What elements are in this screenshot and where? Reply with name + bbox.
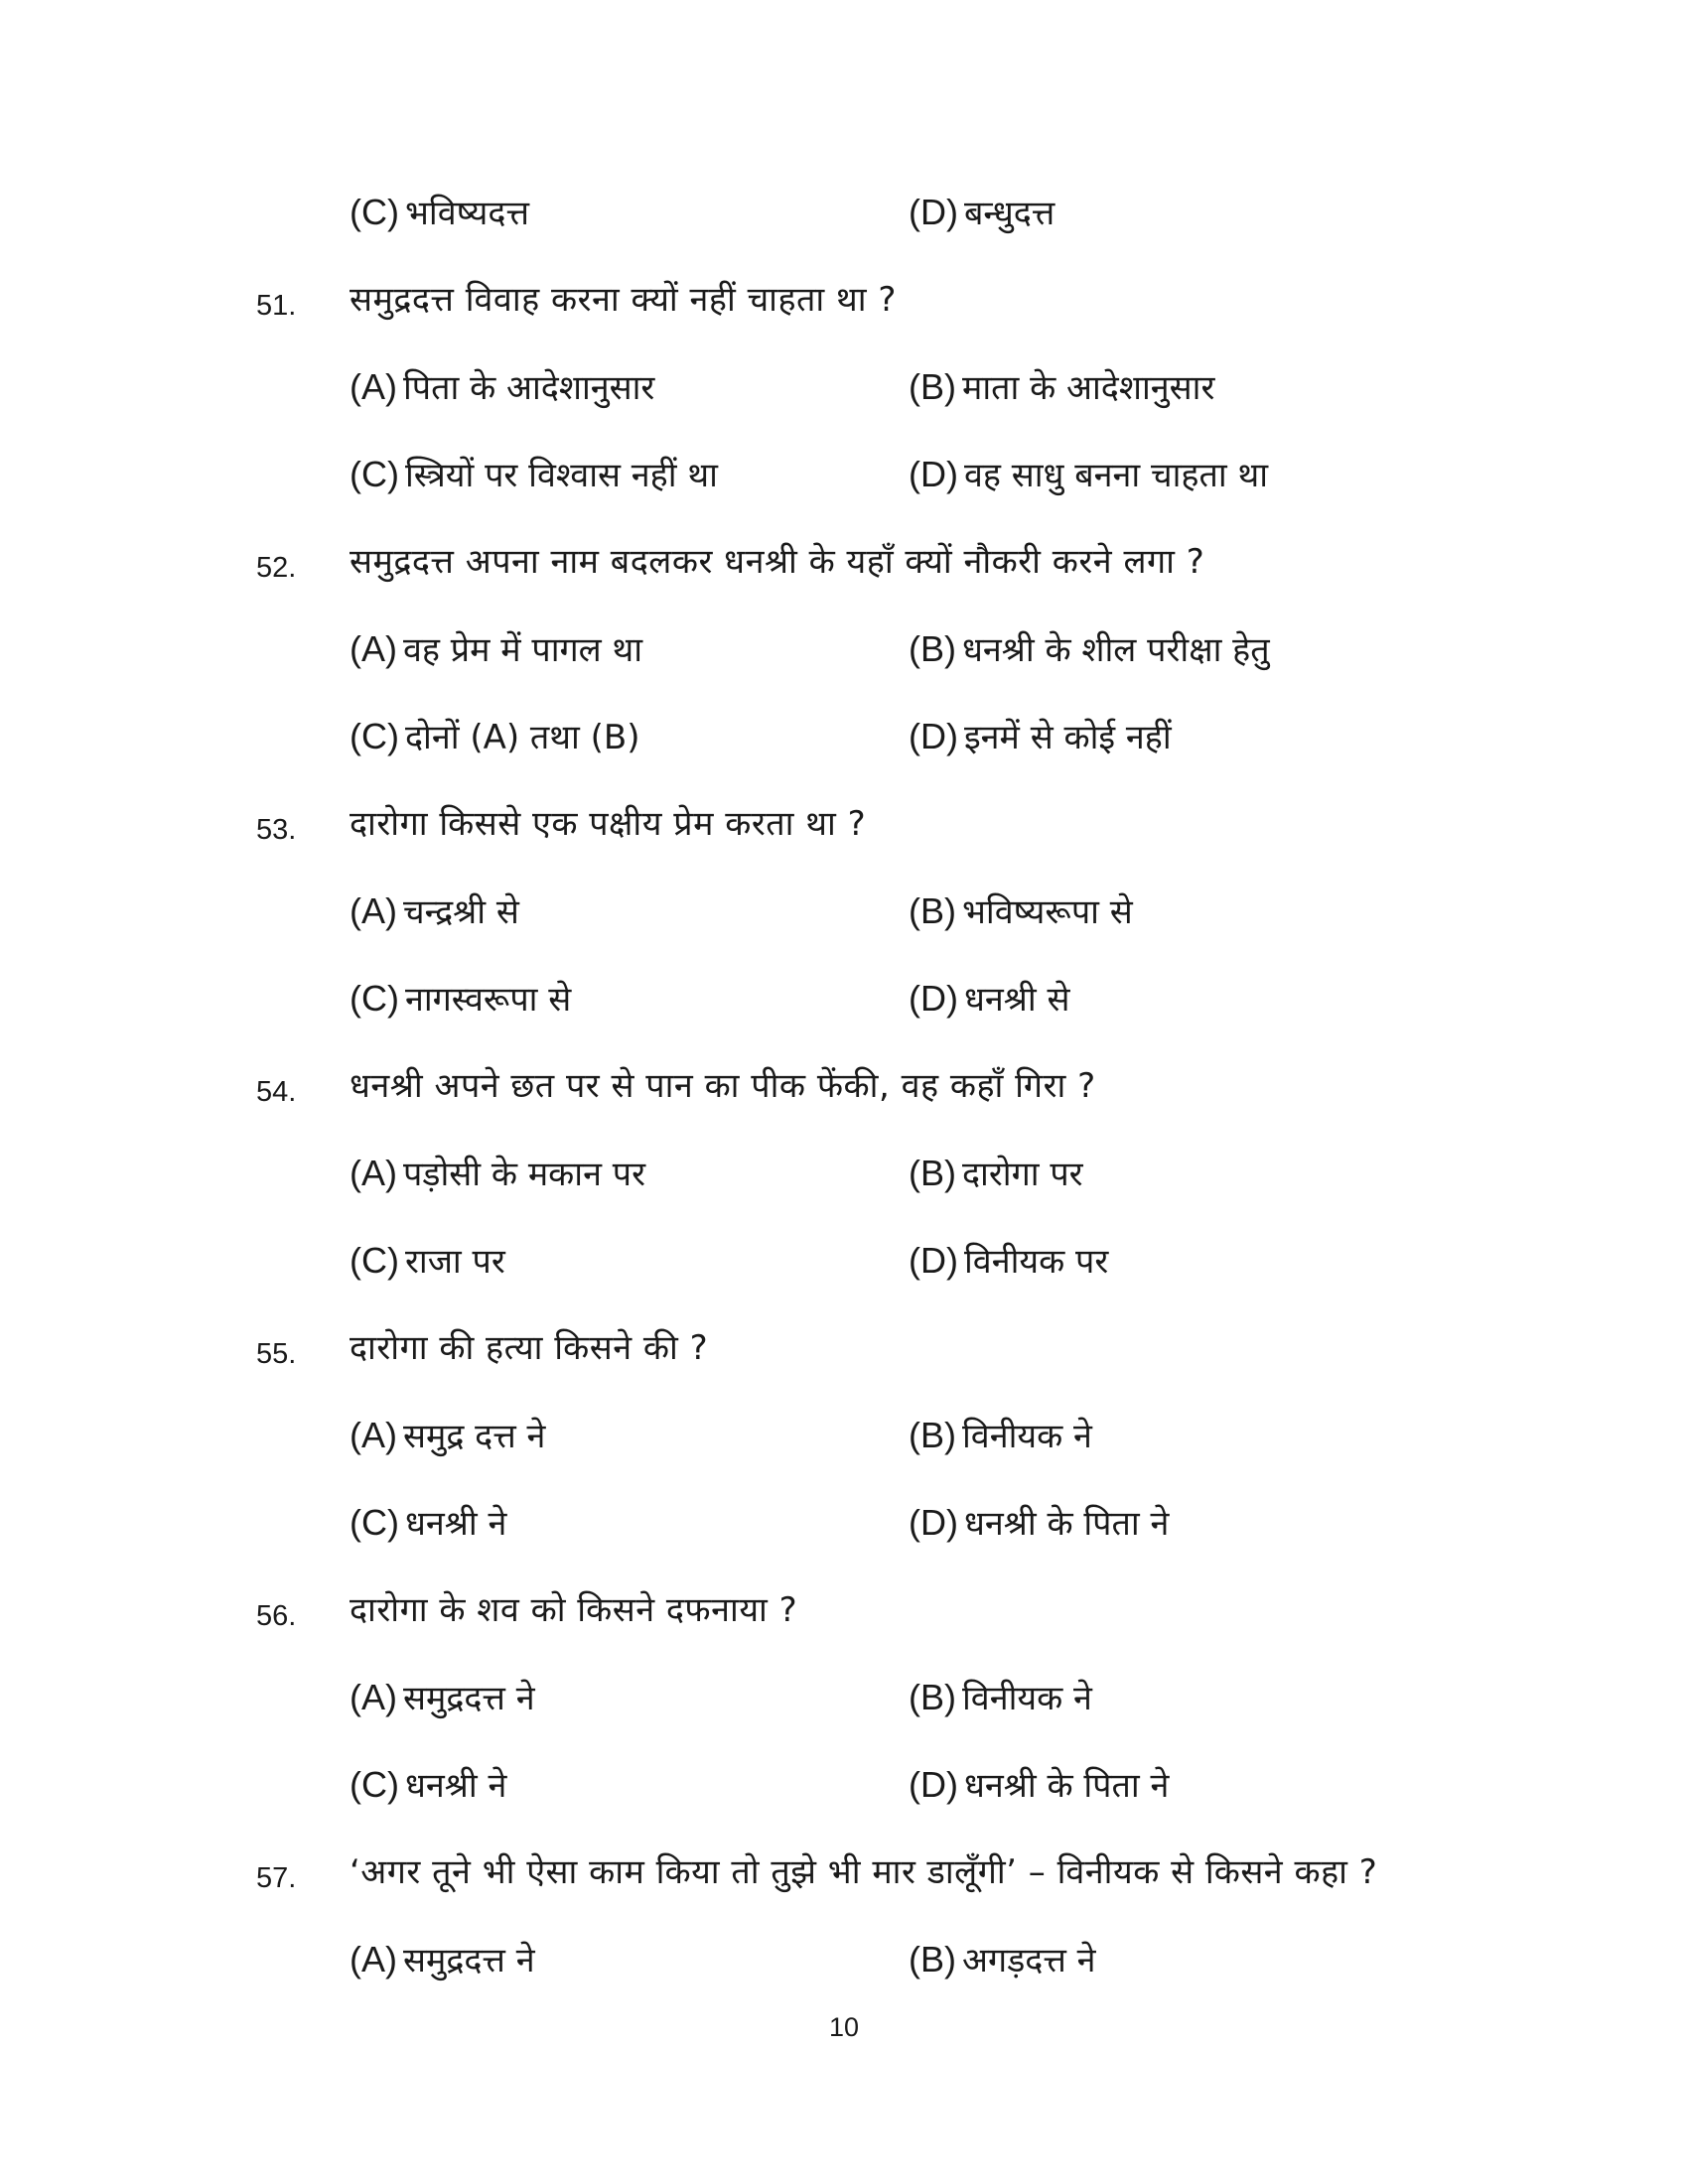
option-b: (B) माता के आदेशानुसार (909, 366, 1215, 408)
question-number: 53. (256, 814, 297, 846)
option-b: (B) दारोगा पर (909, 1153, 1083, 1194)
option-a: (A) वह प्रेम में पागल था (350, 628, 643, 670)
option-a: (A) समुद्रदत्त ने (350, 1939, 535, 1980)
question-55 (0, 1316, 1688, 1376)
option-a: (A) पड़ोसी के मकान पर (350, 1153, 645, 1194)
question-57 (0, 1841, 1688, 1900)
option-d: (D) इनमें से कोई नहीं (909, 716, 1172, 757)
question-number: 54. (256, 1076, 297, 1108)
option-row (0, 617, 1688, 677)
option-c: (C) धनश्री ने (350, 1764, 507, 1806)
question-text: दारोगा की हत्या किसने की ? (350, 1328, 709, 1368)
question-text: दारोगा के शव को किसने दफनाया ? (350, 1590, 798, 1630)
option-row (0, 705, 1688, 764)
question-51 (0, 268, 1688, 328)
option-row (0, 1928, 1688, 1987)
page-number: 10 (828, 2012, 860, 2042)
option-row (0, 181, 1688, 240)
option-d: (D) धनश्री के पिता ने (909, 1764, 1170, 1806)
option-c: (C) स्त्रियों पर विश्वास नहीं था (350, 454, 718, 495)
question-text: समुद्रदत्त विवाह करना क्यों नहीं चाहता था ? (350, 280, 897, 320)
question-text: धनश्री अपने छत पर से पान का पीक फेंकी, वह कहाँ गिरा ? (350, 1066, 1096, 1106)
option-row (0, 1666, 1688, 1725)
option-a: (A) समुद्र दत्त ने (350, 1415, 546, 1456)
option-b: (B) विनीयक ने (909, 1677, 1092, 1718)
option-b: (B) विनीयक ने (909, 1415, 1092, 1456)
question-52 (0, 530, 1688, 590)
question-number: 52. (256, 552, 297, 584)
option-a: (A) पिता के आदेशानुसार (350, 366, 655, 408)
question-text: दारोगा किससे एक पक्षीय प्रेम करता था ? (350, 804, 867, 844)
option-d: (D) धनश्री से (909, 978, 1070, 1020)
option-c: (C) धनश्री ने (350, 1502, 507, 1544)
question-56 (0, 1578, 1688, 1638)
option-row (0, 355, 1688, 415)
question-54 (0, 1054, 1688, 1114)
option-row (0, 1404, 1688, 1463)
option-row (0, 1753, 1688, 1813)
option-row (0, 443, 1688, 502)
option-c: (C) भविष्यदत्त (350, 192, 529, 233)
option-a: (A) समुद्रदत्त ने (350, 1677, 535, 1718)
option-row (0, 967, 1688, 1026)
question-number: 55. (256, 1338, 297, 1370)
option-d: (D) विनीयक पर (909, 1240, 1109, 1282)
option-row (0, 1229, 1688, 1289)
option-b: (B) अगड़दत्त ने (909, 1939, 1096, 1980)
option-row (0, 880, 1688, 939)
option-c: (C) नागस्वरूपा से (350, 978, 572, 1020)
option-d: (D) धनश्री के पिता ने (909, 1502, 1170, 1544)
question-number: 56. (256, 1600, 297, 1632)
question-53 (0, 792, 1688, 852)
question-text: समुद्रदत्त अपना नाम बदलकर धनश्री के यहाँ क्यों नौकरी करने लगा ? (350, 542, 1205, 582)
option-b: (B) भविष्यरूपा से (909, 890, 1133, 932)
option-b: (B) धनश्री के शील परीक्षा हेतु (909, 628, 1270, 670)
option-row (0, 1491, 1688, 1551)
option-d: (D) वह साधु बनना चाहता था (909, 454, 1269, 495)
question-text: ‘अगर तूने भी ऐसा काम किया तो तुझे भी मार डालूँगी’ – विनीयक से किसने कहा ? (350, 1852, 1378, 1892)
option-c: (C) राजा पर (350, 1240, 505, 1282)
question-number: 57. (256, 1862, 297, 1894)
question-number: 51. (256, 290, 297, 322)
option-c: (C) दोनों (A) तथा (B) (350, 716, 640, 757)
option-d: (D) बन्धुदत्त (909, 192, 1055, 233)
option-row (0, 1142, 1688, 1201)
option-a: (A) चन्द्रश्री से (350, 890, 519, 932)
